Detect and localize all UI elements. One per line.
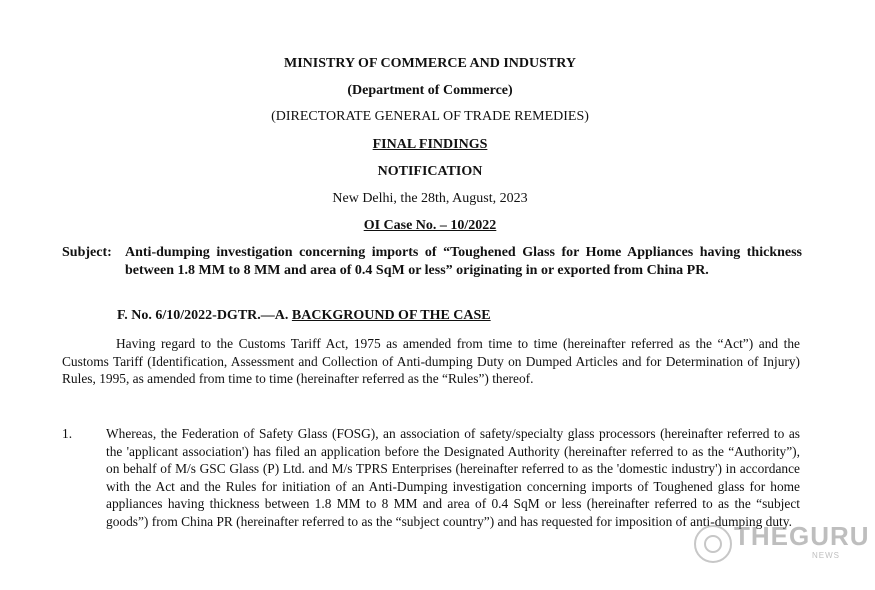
watermark-sub: NEWS xyxy=(812,551,840,560)
final-findings-heading: FINAL FINDINGS xyxy=(372,137,488,152)
directorate-heading: (DIRECTORATE GENERAL OF TRADE REMEDIES) xyxy=(271,109,589,124)
file-number-line xyxy=(117,307,491,325)
subject-label: Subject: xyxy=(62,245,112,260)
paragraph-number: 1. xyxy=(62,426,73,441)
subject-block xyxy=(62,244,802,280)
watermark-ring-icon xyxy=(694,525,732,563)
place-date: New Delhi, the 28th, August, 2023 xyxy=(332,191,528,206)
notification-heading: NOTIFICATION xyxy=(377,164,483,179)
department-heading: (Department of Commerce) xyxy=(347,83,513,98)
intro-paragraph: Having regard to the Customs Tariff Act, 1975 as amended from time to time (hereinafter referred as the “Act”) and the Customs Tariff (Identification, Assessment and Collection of Anti-dumping Duty on Dumped Articles and for Determination of Injury) Rules, 1995, as amended from time to time (hereinafter referred as the “Rules”) thereof. xyxy=(62,336,800,387)
ministry-heading: MINISTRY OF COMMERCE AND INDUSTRY xyxy=(284,56,576,71)
file-number: F. No. 6/10/2022-DGTR.—A. xyxy=(117,308,292,323)
paragraph-1-text: Whereas, the Federation of Safety Glass (FOSG), an association of safety/specialty glass processors (hereinafter referred to as the 'applicant association') has filed an application before the Designated Authority (hereinafter referred to as the “Authority”), on behalf of M/s GSC Glass (P) Ltd. and M/s TPRS Enterprises (hereinafter referred to as the 'domestic industry') in accordance with the Act and the Rules for initiation of an Anti-Dumping investigation concerning imports of Toughened glass for home appliances having thickness between 1.8 MM to 8 MM and area of 0.4 SqM or less (hereinafter referred to as the “subject goods”) from China PR (hereinafter referred to as the “subject country”) and has requested for imposition of anti-dumping duty. xyxy=(106,426,800,529)
case-number: OI Case No. – 10/2022 xyxy=(363,218,497,233)
section-heading: BACKGROUND OF THE CASE xyxy=(291,308,491,323)
subject-text: Anti-dumping investigation concerning imports of “Toughened Glass for Home Appliances having thickness between 1.8 MM to 8 MM and area of 0.4 SqM or less” originating in or exported from China PR. xyxy=(125,245,802,278)
watermark-brand: THEGURU xyxy=(734,521,870,551)
watermark-logo xyxy=(694,521,870,567)
